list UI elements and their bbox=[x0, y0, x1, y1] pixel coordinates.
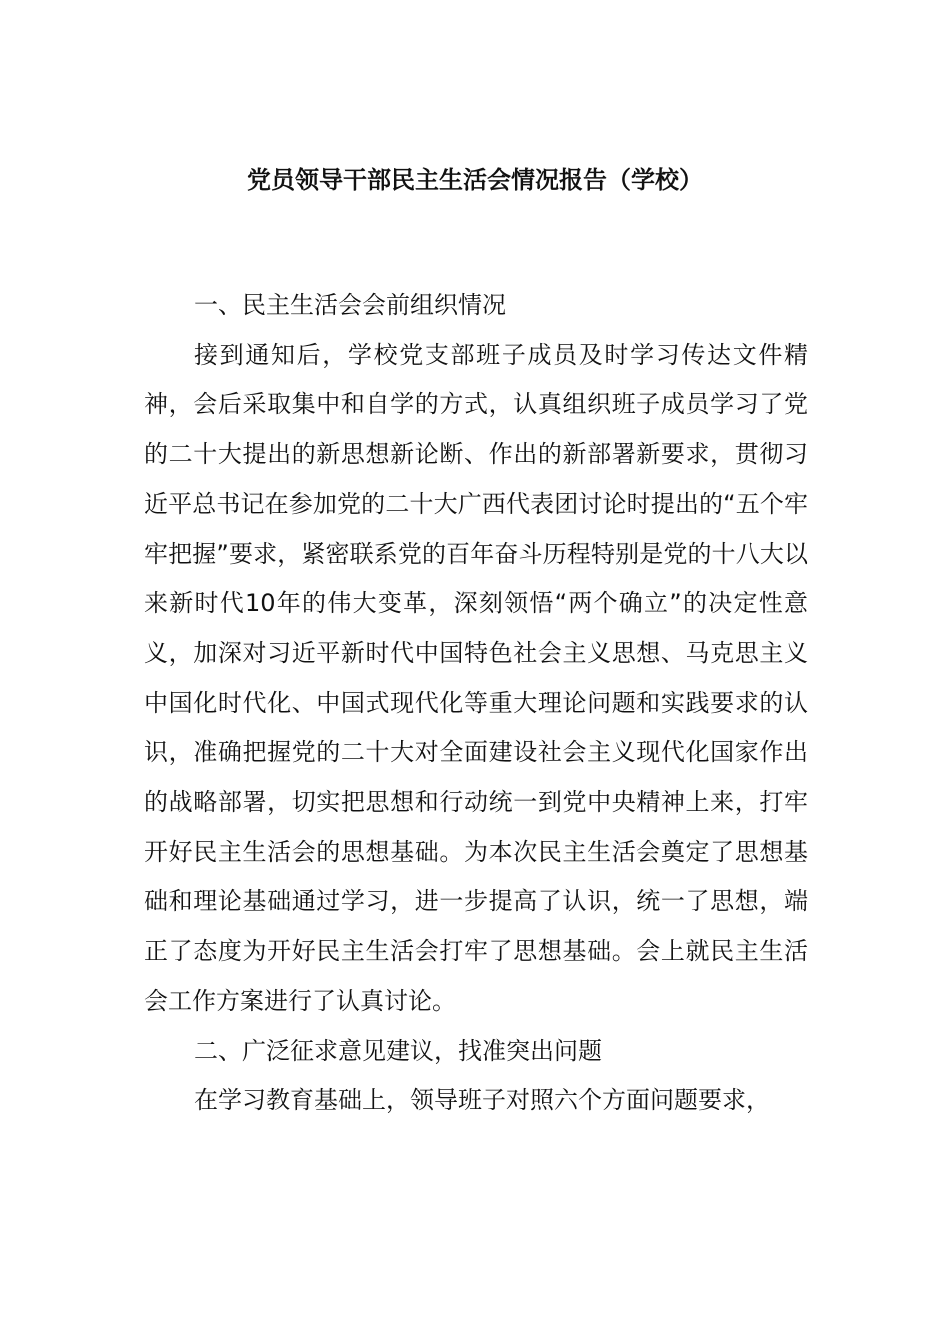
document-title: 党员领导干部民主生活会情况报告（学校） bbox=[247, 166, 703, 194]
section-heading-2: 二、广泛征求意见建议，找准突出问题 bbox=[194, 1036, 602, 1065]
body-paragraph-1: 接到通知后，学校党支部班子成员及时学习传达文件精神，会后采取集中和自学的方式，认真组织班子成员学习了党的二十大提出的新思想新论断、作出的新部署新要求，贯彻习近平总书记在参加党的二十大广西代表团讨论时提出的“五个牢牢把握”要求，紧密联系党的百年奋斗历程特别是党的十八大以来新时代10年的伟大变革，深刻领悟“两个确立”的决定性意义，加深对习近平新时代中国特色社会主义思想、马克思主义中国化时代化、中国式现代化等重大理论问题和实践要求的认识，准确把握党的二十大对全面建设社会主义现代化国家作出的战略部署，切实把思想和行动统一到党中央精神上来，打牢开好民主生活会的思想基础。为本次民主生活会奠定了思想基础和理论基础通过学习，进一步提高了认识，统一了思想，端正了态度为开好民主生活会打牢了思想基础。会上就民主生活会工作方案进行了认真讨论。 bbox=[144, 340, 808, 1015]
section-heading-1: 一、民主生活会会前组织情况 bbox=[194, 291, 506, 319]
body-paragraph-2: 在学习教育基础上，领导班子对照六个方面问题要求， bbox=[194, 1086, 770, 1115]
document-body bbox=[144, 281, 808, 1126]
